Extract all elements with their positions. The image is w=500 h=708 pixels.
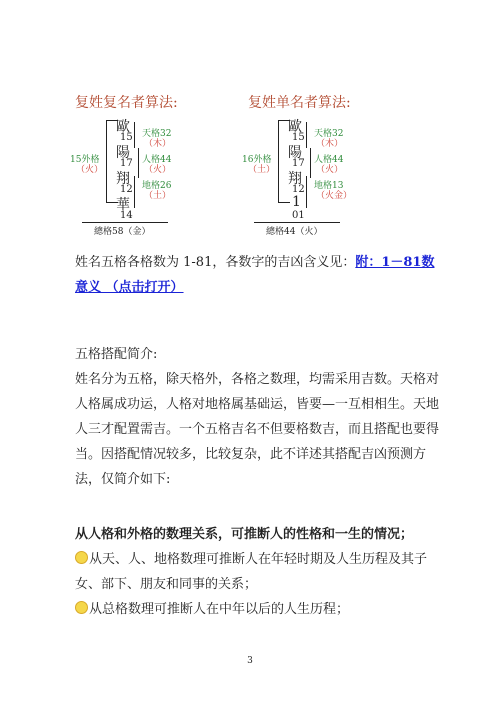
outer-grid-element: （火） bbox=[76, 165, 104, 175]
right-diagram-title: 复姓单名者算法: bbox=[248, 95, 351, 111]
tian-grid-element: （木） bbox=[144, 139, 172, 149]
stroke-count: 12 bbox=[292, 184, 305, 195]
di-grid-label: 地格13 bbox=[314, 181, 344, 191]
bullet-item bbox=[75, 597, 445, 622]
name-char: 歐 bbox=[288, 119, 302, 135]
outer-grid-label: 16外格 bbox=[242, 155, 272, 165]
page-number: 3 bbox=[247, 656, 253, 666]
tian-grid-element: （木） bbox=[316, 139, 344, 149]
section-heading-relations: 从人格和外格的数理关系，可推断人的性格和一生的情况； bbox=[75, 527, 414, 542]
lightbulb-icon bbox=[75, 601, 88, 614]
ren-grid-label: 人格44 bbox=[314, 155, 344, 165]
total-grid-label: 總格58（金） bbox=[94, 227, 151, 237]
name-char: 陽 bbox=[288, 145, 302, 161]
stroke-count: 14 bbox=[120, 210, 133, 221]
stroke-count: 01 bbox=[292, 210, 305, 221]
ren-grid-element: （火） bbox=[316, 165, 344, 175]
tian-grid-label: 天格32 bbox=[142, 129, 172, 139]
tian-grid-label: 天格32 bbox=[314, 129, 344, 139]
ren-grid-element: （火） bbox=[144, 165, 172, 175]
section-body-wuge: 姓名分为五格，除天格外，各格之数理，均需采用吉数。天格对人格属成功运，人格对地格属基础运，皆要—一互相相生。天地人三才配置需吉。一个五格吉名不但要格数吉，而且搭配也要得当。因搭配情况较多，比较复杂，此不详述其搭配吉凶预测方法，仅简介如下: bbox=[75, 372, 440, 487]
intro-text: 姓名五格各格数为 1-81，各数字的吉凶含义见： bbox=[75, 255, 356, 270]
intro-paragraph bbox=[75, 250, 445, 300]
stroke-count: 17 bbox=[120, 158, 133, 169]
lightbulb-icon bbox=[75, 551, 88, 564]
bullet-item bbox=[75, 547, 445, 597]
di-grid-element: （火金） bbox=[316, 191, 353, 201]
right-name-diagram bbox=[242, 118, 374, 237]
name-char: 陽 bbox=[116, 145, 130, 161]
bullet-text: 从天、人、地格数理可推断人在年轻时期及人生历程及其子女、部下、朋友和同事的关系； bbox=[75, 552, 428, 592]
name-char: 翔 bbox=[116, 171, 130, 187]
bullet-text: 从总格数理可推断人在中年以后的人生历程； bbox=[89, 602, 350, 617]
name-char: 翔 bbox=[288, 171, 302, 187]
section-heading-wuge: 五格搭配简介: bbox=[75, 347, 158, 362]
outer-grid-label: 15外格 bbox=[70, 155, 100, 165]
di-grid-element: （土） bbox=[144, 191, 172, 201]
stroke-count: 15 bbox=[120, 132, 133, 143]
left-name-diagram bbox=[70, 118, 202, 237]
outer-grid-element: （土） bbox=[248, 165, 276, 175]
total-grid-label: 總格44（火） bbox=[266, 227, 323, 237]
name-char: 歐 bbox=[116, 119, 130, 135]
ren-grid-label: 人格44 bbox=[142, 155, 172, 165]
stroke-count: 17 bbox=[292, 158, 305, 169]
stroke-count: 15 bbox=[292, 132, 305, 143]
name-char: 華 bbox=[116, 197, 130, 213]
name-char: 1 bbox=[292, 194, 301, 210]
stroke-count: 12 bbox=[120, 184, 133, 195]
left-diagram-title: 复姓复名者算法: bbox=[75, 95, 178, 111]
number-meaning-link[interactable]: 附：1－81数意义 （点击打开） bbox=[75, 255, 435, 295]
di-grid-label: 地格26 bbox=[142, 181, 172, 191]
